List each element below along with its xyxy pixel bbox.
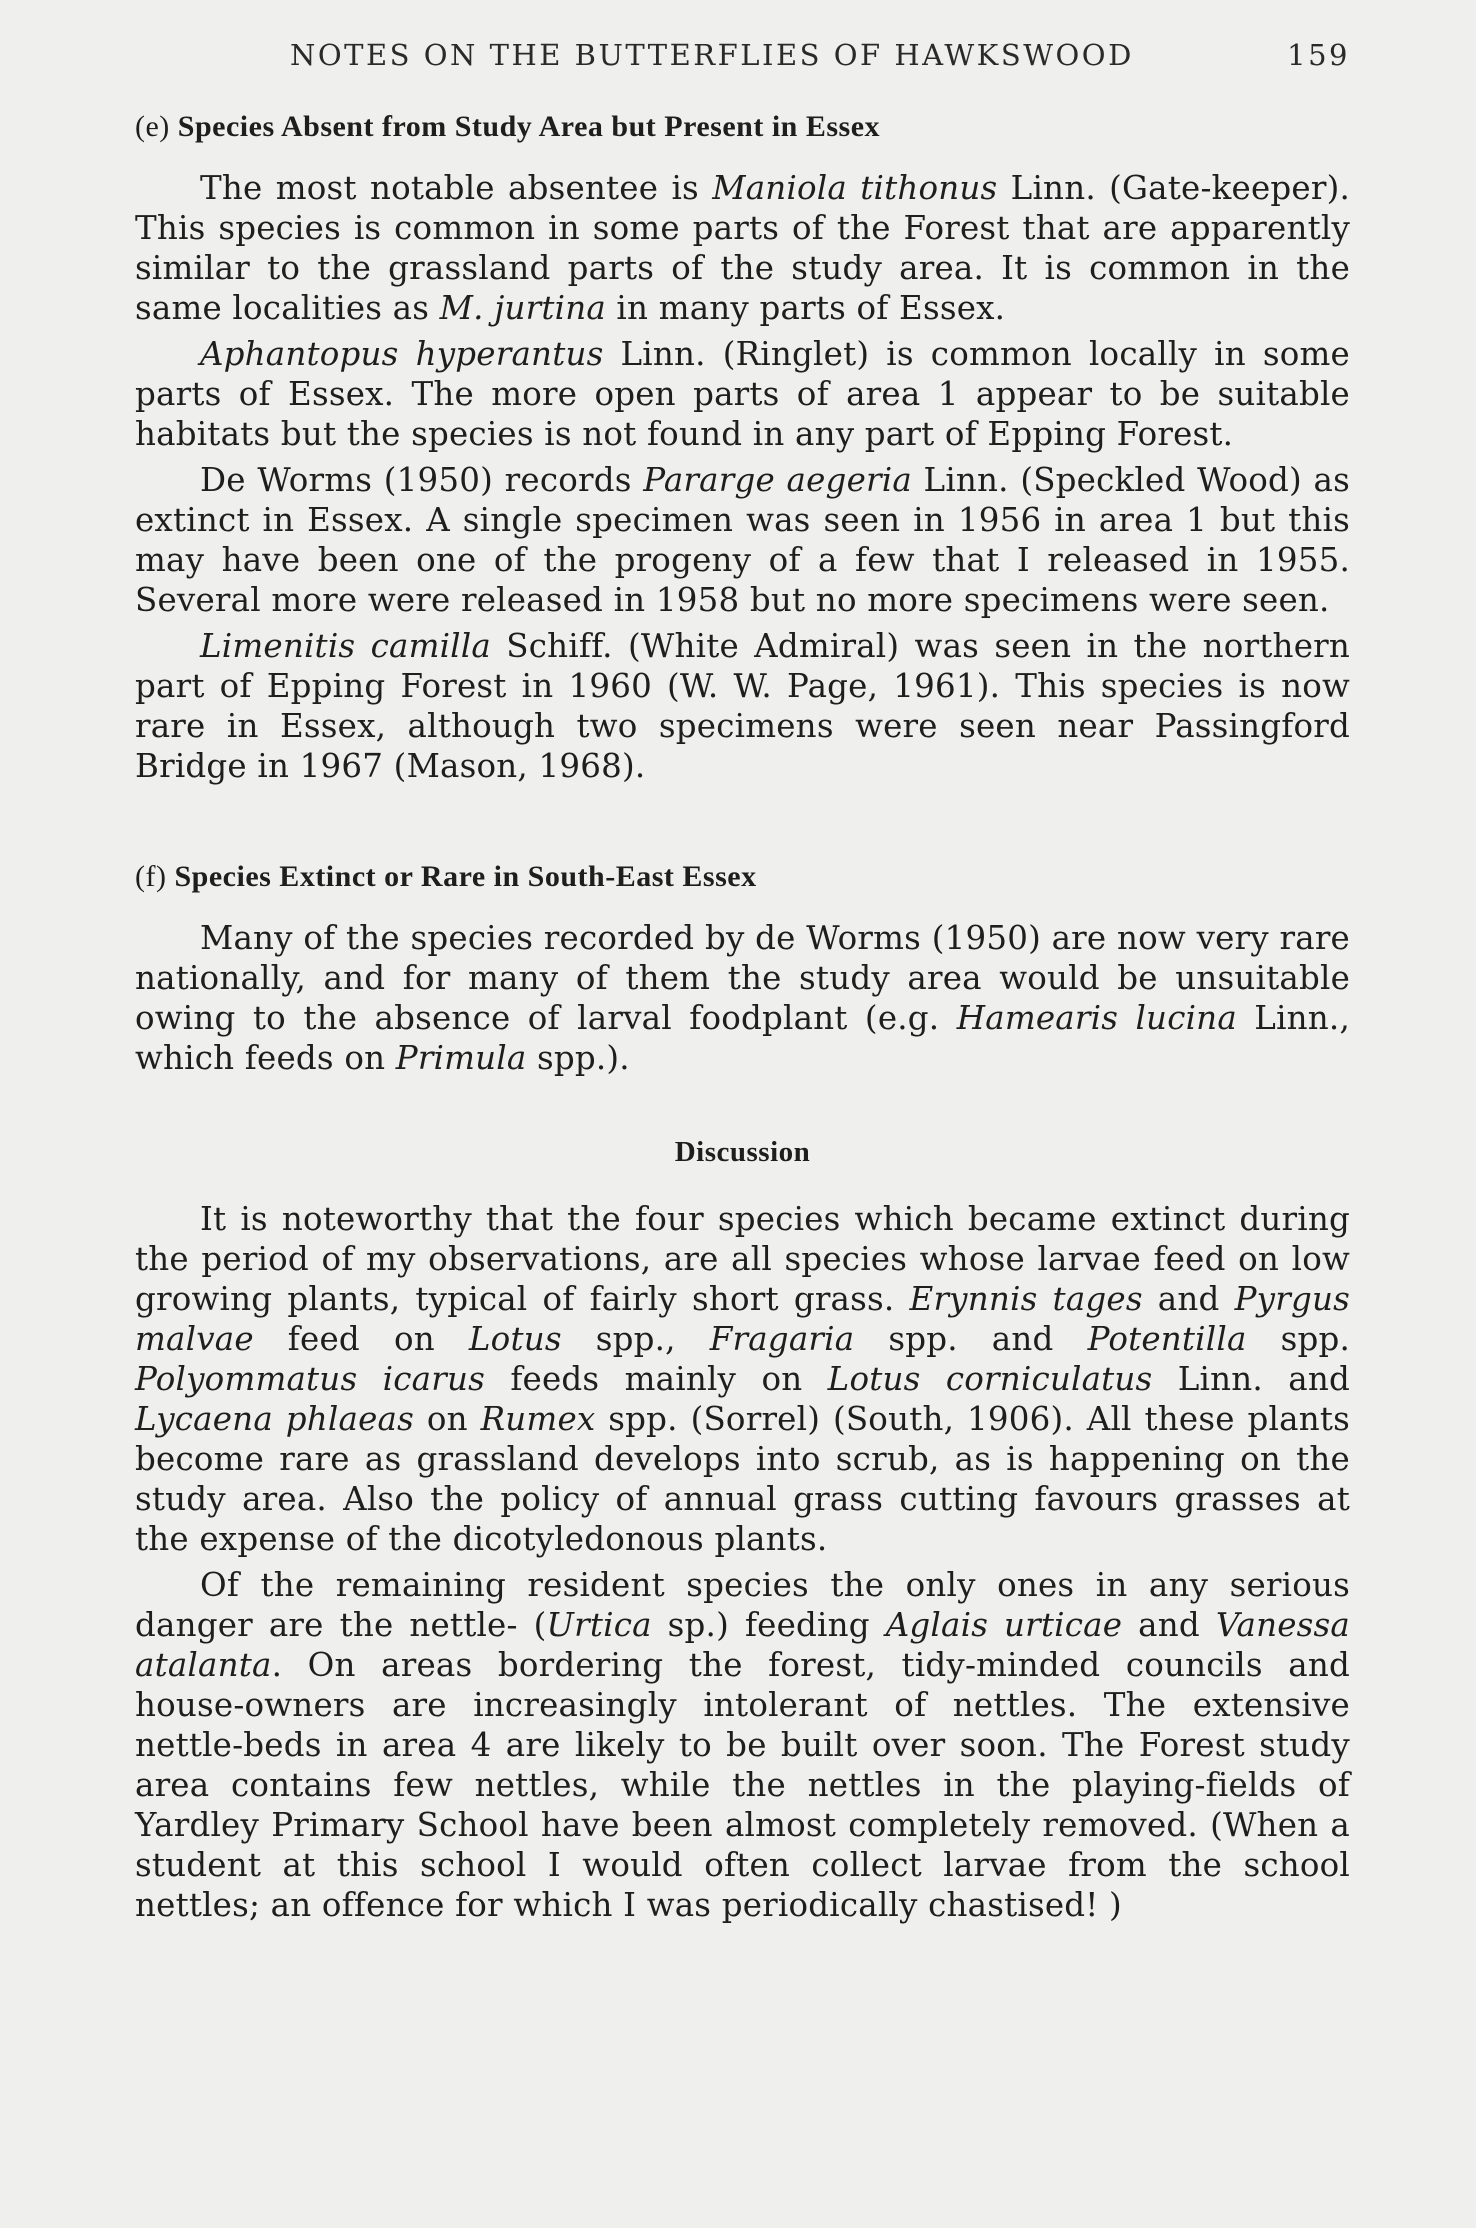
section-e-title: Species Absent from Study Area but Present in Essex xyxy=(177,110,881,143)
species-name: Erynnis tages xyxy=(909,1280,1143,1318)
discussion-paragraphs xyxy=(135,1199,1350,1925)
species-name: Aglais urticae xyxy=(885,1606,1123,1644)
species-name: Limenitis camilla xyxy=(200,627,491,665)
article-body xyxy=(135,110,1350,1931)
section-e-paragraphs xyxy=(135,168,1350,786)
paragraph: Limenitis camilla Schiff. (White Admiral) was seen in the northern part of Epping Forest in 1960 (W. W. Page, 1961). This species is now rare in Essex, although two specimens were seen near Passingford Bridge in 1967 (Mason, 1968). xyxy=(135,627,1350,785)
paragraph: De Worms (1950) records Pararge aegeria Linn. (Speckled Wood) as extinct in Essex. A single specimen was seen in 1956 in area 1 but this may have been one of the progeny of a few that I released in 1955. Several more were released in 1958 but no more specimens were seen. xyxy=(135,461,1350,619)
species-name: Lotus xyxy=(468,1320,562,1358)
species-name: Hamearis lucina xyxy=(956,999,1237,1037)
section-e-label: (e) xyxy=(135,110,170,143)
discussion-heading: Discussion xyxy=(674,1136,811,1168)
species-name: Pyrgus malvae xyxy=(135,1280,1350,1358)
species-name: Pararge aegeria xyxy=(643,461,912,499)
species-name: Urtica xyxy=(546,1606,652,1644)
species-name: Aphantopus hyperantus xyxy=(200,335,604,373)
paragraph: The most notable absentee is Maniola tithonus Linn. (Gate-keeper). This species is common in some parts of the Forest that are apparently similar to the grassland parts of the study area. It is common in the same localities as M. jurtina in many parts of Essex. xyxy=(135,169,1350,327)
paragraph: Many of the species recorded by de Worms (1950) are now very rare nationally, and for many of them the study area would be unsuitable owing to the absence of larval foodplant (e.g. Hamearis lucina Linn., which feeds on Primula spp.). xyxy=(135,919,1350,1077)
section-f-title: Species Extinct or Rare in South-East Essex xyxy=(174,860,757,893)
paragraph: It is noteworthy that the four species which became extinct during the period of my observations, are all species whose larvae feed on low growing plants, typical of fairly short grass. Erynnis tages and Pyrgus malvae feed on Lotus spp., Fragaria spp. and Potentilla spp. Polyommatus icarus feeds mainly on Lotus corniculatus Linn. and Lycaena phlaeas on Rumex spp. (Sorrel) (South, 1906). All these plants become rare as grassland develops into scrub, as is happening on the study area. Also the policy of annual grass cutting favours grasses at the expense of the dicotyledonous plants. xyxy=(135,1200,1350,1558)
species-name: Rumex xyxy=(480,1400,596,1438)
paragraph: Aphantopus hyperantus Linn. (Ringlet) is common locally in some parts of Essex. The more open parts of area 1 appear to be suitable habitats but the species is not found in any part of Epping Forest. xyxy=(135,335,1350,453)
section-f-label: (f) xyxy=(135,860,167,893)
section-f-paragraphs xyxy=(135,918,1350,1078)
species-name: Primula xyxy=(395,1039,527,1077)
species-name: Lycaena phlaeas xyxy=(135,1400,414,1438)
species-name: Fragaria xyxy=(709,1320,855,1358)
section-e-heading xyxy=(135,110,1350,144)
species-name: Potentilla xyxy=(1087,1320,1247,1358)
species-name: Vanessa atalanta xyxy=(135,1606,1351,1684)
running-head-title: NOTES ON THE BUTTERFLIES OF HAWKSWOOD xyxy=(290,38,1134,72)
species-name: Lotus corniculatus xyxy=(827,1360,1153,1398)
species-name: M. jurtina xyxy=(439,289,606,327)
section-f-heading xyxy=(135,860,1350,894)
species-name: Maniola tithonus xyxy=(712,169,998,207)
species-name: Polyommatus icarus xyxy=(135,1360,485,1398)
paragraph: Of the remaining resident species the only ones in any serious danger are the nettle- (Urtica sp.) feeding Aglais urticae and Vanessa atalanta. On areas bordering the forest, tidy-minded councils and house-owners are increasingly intolerant of nettles. The extensive nettle-beds in area 4 are likely to be built over soon. The Forest study area contains few nettles, while the nettles in the playing-fields of Yardley Primary School have been almost completely removed. (When a student at this school I would often collect larvae from the school nettles; an offence for which I was periodically chastised! ) xyxy=(135,1566,1351,1924)
page-number: 159 xyxy=(1287,38,1350,72)
